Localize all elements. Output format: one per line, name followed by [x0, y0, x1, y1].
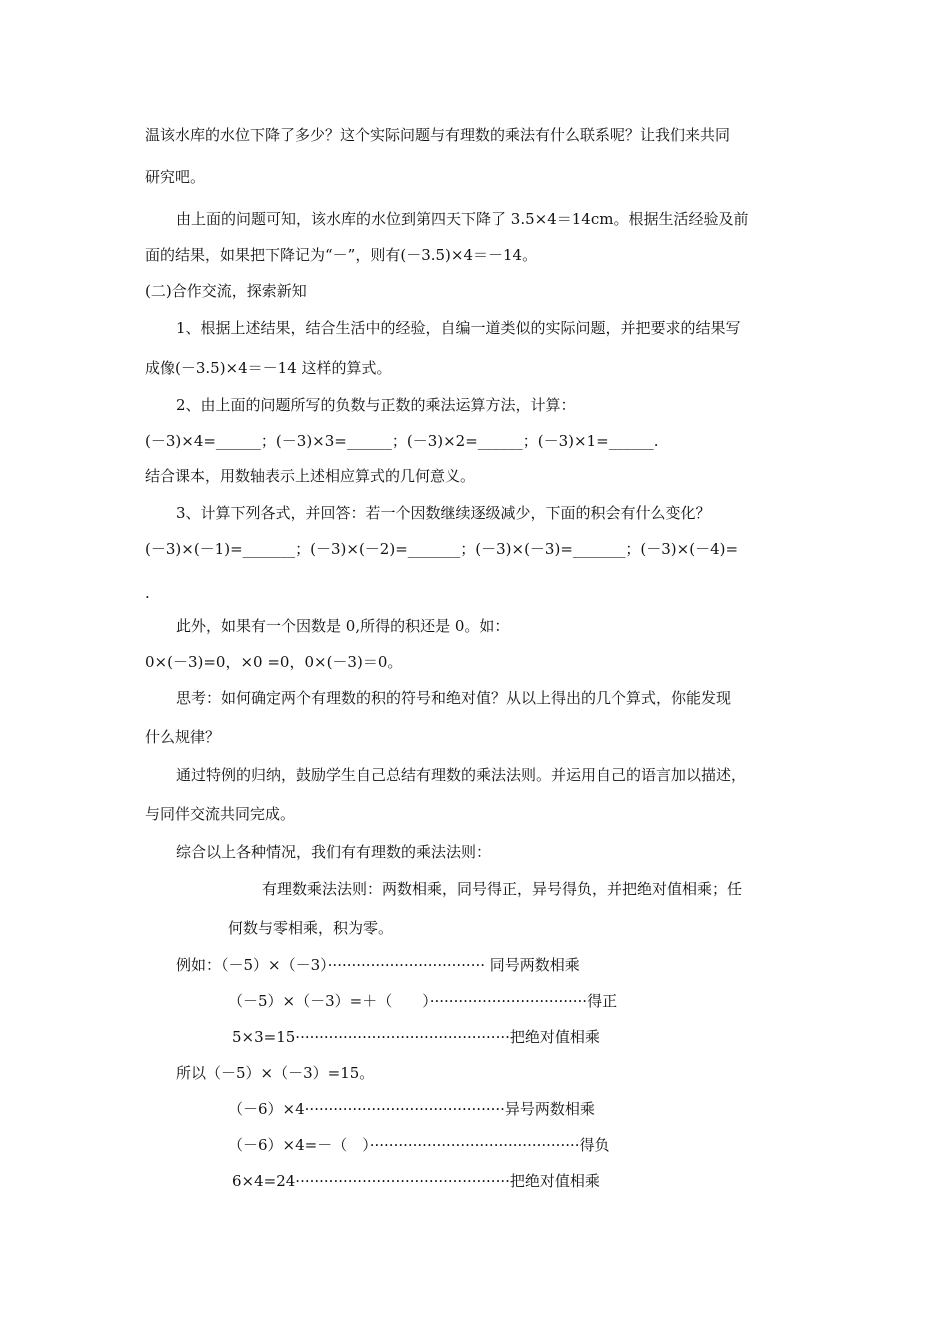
example-line: （－6）×4=－（ ）············································得负	[228, 1136, 610, 1154]
paragraph-line: 面的结果，如果把下降记为“－”，则有(－3.5)×4＝－14。	[145, 246, 538, 264]
example-line: 例如：（－5）×（－3）································· 同号两数相乘	[176, 956, 580, 974]
paragraph-line: 成像(－3.5)×4＝－14 这样的算式。	[145, 359, 392, 377]
example-line: （－6）×4··········································异号两数相乘	[228, 1100, 595, 1118]
paragraph-line: 综合以上各种情况，我们有有理数的乘法法则：	[176, 843, 492, 861]
paragraph-line: 由上面的问题可知，该水库的水位到第四天下降了 3.5×4＝14cm。根据生活经验及前	[176, 210, 749, 228]
example-line: 所以（－5）×（－3）=15。	[176, 1064, 375, 1082]
paragraph-line: 与同伴交流共同完成。	[145, 805, 296, 823]
rule-statement: 有理数乘法法则：两数相乘，同号得正，异号得负，并把绝对值相乘；任	[262, 880, 743, 898]
example-line: 5×3=15·············································把绝对值相乘	[232, 1028, 600, 1046]
paragraph-line: 研究吧。	[145, 168, 206, 186]
paragraph-line: 温该水库的水位下降了多少？这个实际问题与有理数的乘法有什么联系呢？让我们来共同	[145, 126, 731, 144]
example-line: 6×4=24·············································把绝对值相乘	[232, 1172, 600, 1190]
paragraph-line: 结合课本，用数轴表示上述相应算式的几何意义。	[145, 467, 476, 485]
exercise-line: 0×(－3)=0，×0 =0，0×(－3)＝0。	[145, 653, 403, 671]
paragraph-line: 通过特例的归纳，鼓励学生自己总结有理数的乘法法则。并运用自己的语言加以描述，	[176, 766, 747, 784]
exercise-line: (－3)×(－1)=_______；(－3)×(－2)=_______；(－3)×(－3)=_______；(－3)×(－4)=	[145, 540, 739, 558]
paragraph-line: 3、计算下列各式，并回答：若一个因数继续逐级减少，下面的积会有什么变化？	[176, 504, 711, 522]
rule-statement: 何数与零相乘，积为零。	[228, 919, 394, 937]
exercise-line: (－3)×4=______；(－3)×3=______；(－3)×2=______；(－3)×1=______.	[145, 432, 659, 450]
paragraph-line: 此外，如果有一个因数是 0,所得的积还是 0。如：	[176, 617, 510, 635]
section-heading: (二)合作交流，探索新知	[145, 282, 307, 300]
example-line: （－5）×（－3）=＋（ ）·································得正	[228, 992, 618, 1010]
paragraph-line: .	[145, 584, 150, 602]
paragraph-line: 思考：如何确定两个有理数的积的符号和绝对值？从以上得出的几个算式，你能发现	[176, 689, 732, 707]
paragraph-line: 1、根据上述结果，结合生活中的经验，自编一道类似的实际问题，并把要求的结果写	[176, 319, 741, 337]
paragraph-line: 什么规律？	[145, 728, 221, 746]
paragraph-line: 2、由上面的问题所写的负数与正数的乘法运算方法，计算：	[176, 396, 576, 414]
